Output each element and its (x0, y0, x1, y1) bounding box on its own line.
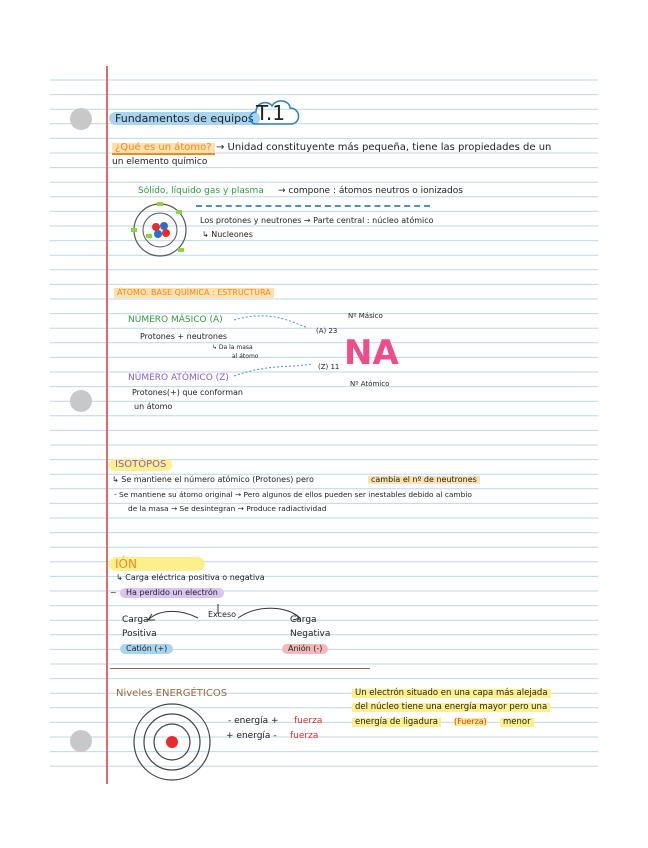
energy-line2-force: fuerza (290, 731, 319, 741)
z-value: (Z) 11 (318, 363, 340, 371)
negative-charge-line1: Carga (290, 615, 317, 625)
binder-hole-bottom (70, 730, 92, 752)
element-symbol: NA (344, 333, 399, 373)
atom-definition-line2: un elemento químico (112, 157, 208, 167)
isotopes-line3: de la masa → Se desintegran → Produce radiactividad (128, 504, 327, 513)
positive-charge-line2: Positiva (122, 629, 157, 639)
energy-note-line1: Un electrón situado en una capa más alejada (352, 689, 551, 698)
isotopes-line1-highlight: cambia el nº de neutrones (368, 476, 480, 484)
atom-definition-line1: → Unidad constituyente más pequeña, tiene las propiedades de un (216, 142, 552, 153)
isotopes-line2: - Se mantiene su átomo original → Pero algunos de ellos pueden ser inestables debido al cambio (114, 490, 472, 499)
dashed-divider (196, 205, 430, 207)
ion-charge: ↳ Carga eléctrica positiva o negativa (116, 573, 265, 582)
dotted-connectors (228, 306, 328, 386)
nucleus-description: Los protones y neutrones → Parte central : núcleo atómico (200, 216, 434, 225)
cation-label: Catión (+) (120, 644, 173, 654)
page-title: Fundamentos de equipos (109, 112, 260, 125)
energy-levels-diagram (128, 702, 216, 782)
isotopes-heading: ISOTÓPOS (109, 459, 172, 471)
isotopes-line1: ↳ Se mantiene el número atómico (Protones) pero (112, 475, 314, 484)
energy-line1: - energía + (228, 716, 279, 726)
energy-line2: + energía - (226, 731, 277, 741)
ion-heading: IÓN (109, 557, 205, 571)
mass-number-tag: Nº Másico (348, 312, 383, 320)
binder-hole-top (70, 108, 92, 130)
mass-number-label: NÚMERO MÁSICO (A) (128, 315, 223, 325)
a-value: (A) 23 (316, 327, 338, 335)
nucleons-note: ↳ Nucleones (202, 230, 253, 239)
section-divider (110, 668, 370, 669)
excess-label: Exceso (208, 610, 237, 619)
mass-note-line2: al átomo (232, 353, 259, 360)
energy-note-line2: del núcleo tiene una energía mayor pero una (352, 703, 550, 712)
topic-badge: T.1 (256, 101, 285, 125)
ion-lost-electron-marker: ~ (110, 588, 117, 597)
structure-heading: ÁTOMO. BASE QUÍMICA : ESTRUCTURA (114, 288, 274, 298)
ion-lost-electron: Ha perdido un electrón (120, 588, 224, 598)
atomic-number-label: NÚMERO ATÓMICO (Z) (128, 373, 229, 383)
energy-line1-force: fuerza (294, 716, 323, 726)
mass-number-desc: Protones + neutrones (140, 332, 228, 341)
question-atom: ¿Qué es un átomo? (112, 143, 215, 155)
binder-hole-middle (70, 390, 92, 412)
energy-note-force: (Fuerza) (454, 717, 487, 726)
anion-label: Anión (-) (282, 644, 328, 654)
atom-diagram (126, 200, 194, 260)
atomic-number-tag: Nº Atómico (350, 380, 390, 388)
states-of-matter: Sólido, líquido gas y plasma (138, 186, 264, 196)
states-composition: → compone : átomos neutros o ionizados (278, 186, 463, 196)
energy-note-end: menor (500, 718, 534, 727)
positive-charge-line1: Carga (122, 615, 149, 625)
energy-levels-heading: Niveles ENERGÉTICOS (116, 688, 228, 699)
negative-charge-line2: Negativa (290, 629, 331, 639)
atomic-number-desc2: un átomo (134, 402, 173, 411)
energy-note-line3: energía de ligadura (352, 718, 441, 727)
margin-line (106, 66, 108, 784)
atomic-number-desc1: Protones(+) que conforman (132, 388, 243, 397)
mass-note-line1: ↳ Da la masa (212, 344, 253, 351)
